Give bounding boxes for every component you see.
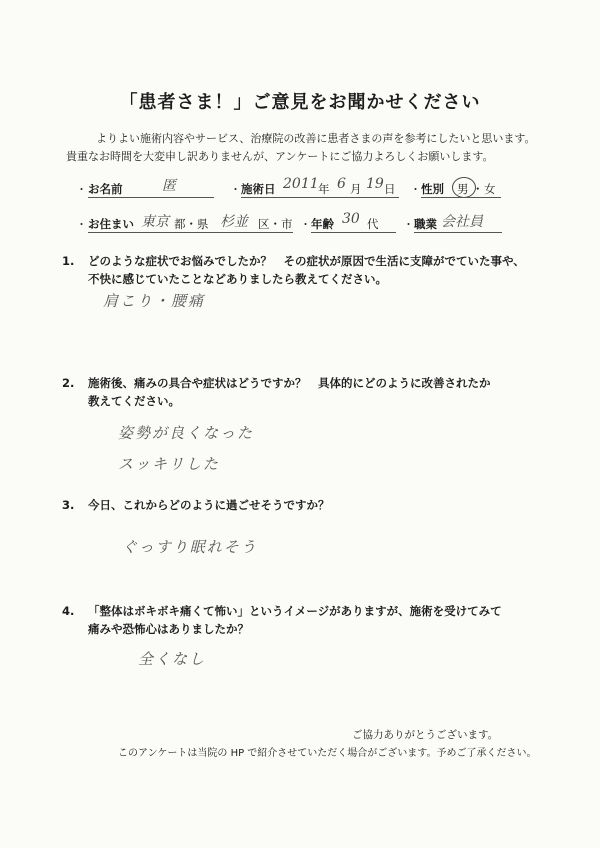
date-day-unit: 日	[384, 182, 396, 196]
bullet-address: ・	[76, 218, 87, 231]
answer-1[interactable]: 肩こり・腰痛	[103, 292, 206, 310]
bullet-gender: ・	[410, 183, 421, 196]
date-month-unit: 月	[350, 182, 362, 196]
question-4-line-2: 痛みや恐怖心はありましたか？	[88, 622, 249, 636]
age-value[interactable]: 30	[342, 211, 360, 227]
page-title: 「患者さま！」ご意見をお聞かせください	[119, 92, 481, 113]
gender-underline	[421, 197, 501, 198]
address-label: お住まい	[88, 217, 134, 231]
question-4	[62, 602, 502, 638]
name-value[interactable]: 匿	[162, 178, 176, 194]
address-pref-unit: 都・県	[174, 217, 209, 231]
gender-separator: ・	[472, 182, 484, 196]
date-label: 施術日	[241, 182, 276, 196]
question-2-number: 2.	[62, 376, 75, 390]
date-month-value[interactable]: 6	[337, 176, 346, 192]
intro-line-1: よりよい施術内容やサービス、治療院の改善に患者さまの声を参考にしたいと思います。	[96, 132, 536, 145]
date-day-value[interactable]: 19	[366, 176, 384, 192]
answer-2-line-1[interactable]: 姿勢が良くなった	[118, 424, 255, 442]
answer-4[interactable]: 全くなし	[138, 650, 207, 668]
job-underline	[414, 232, 502, 233]
gender-male-option[interactable]: 男	[457, 182, 469, 196]
bullet-job: ・	[403, 218, 414, 231]
answer-2-line-2[interactable]: スッキリした	[118, 455, 220, 473]
address-city-value[interactable]: 杉並	[220, 214, 248, 230]
question-3-line-1: 今日、これからどのように過ごせそうですか？	[88, 498, 330, 512]
age-unit: 代	[367, 217, 379, 231]
age-underline	[311, 232, 396, 233]
question-1-number: 1.	[62, 254, 75, 268]
bullet-age: ・	[300, 218, 311, 231]
question-1-line-1: どのような症状でお悩みでしたか？ その症状が原因で生活に支障がでていた事や、	[88, 254, 525, 268]
question-3-number: 3.	[62, 498, 75, 512]
question-2	[62, 374, 491, 410]
date-year-unit: 年	[318, 182, 330, 196]
job-value[interactable]: 会社員	[441, 214, 483, 230]
footer-thanks: ご協力ありがとうございます。	[352, 729, 499, 741]
question-1-line-2: 不快に感じていたことなどありましたら教えてください。	[88, 272, 387, 286]
question-3	[62, 496, 330, 514]
address-pref-value[interactable]: 東京	[141, 214, 169, 230]
gender-female-option[interactable]: 女	[484, 182, 496, 196]
question-2-line-1: 施術後、痛みの具合や症状はどうですか？ 具体的にどのように改善されたか	[88, 376, 491, 390]
bullet-date: ・	[230, 183, 241, 196]
question-4-line-1: 「整体はボキボキ痛くて怖い」というイメージがありますが、施術を受けてみて	[88, 604, 502, 618]
date-year-value[interactable]: 2011	[283, 176, 319, 192]
bullet-name: ・	[76, 183, 87, 196]
name-underline	[88, 197, 214, 198]
name-label: お名前	[88, 182, 123, 196]
address-city-unit: 区・市	[258, 217, 293, 231]
address-underline	[88, 232, 293, 233]
intro-line-2: 貴重なお時間を大変申し訳ありませんが、アンケートにご協力よろしくお願いします。	[66, 150, 494, 163]
question-1	[62, 252, 525, 288]
question-2-line-2: 教えてください。	[88, 394, 180, 408]
age-label: 年齢	[311, 217, 334, 231]
answer-3[interactable]: ぐっすり眠れそう	[122, 538, 258, 556]
job-label: 職業	[414, 217, 437, 231]
gender-label: 性別	[421, 182, 444, 196]
footer-note: このアンケートは当院の HP で紹介させていただく場合がございます。予めご了承ください。	[118, 748, 537, 759]
date-underline	[241, 197, 399, 198]
question-4-number: 4.	[62, 604, 75, 618]
